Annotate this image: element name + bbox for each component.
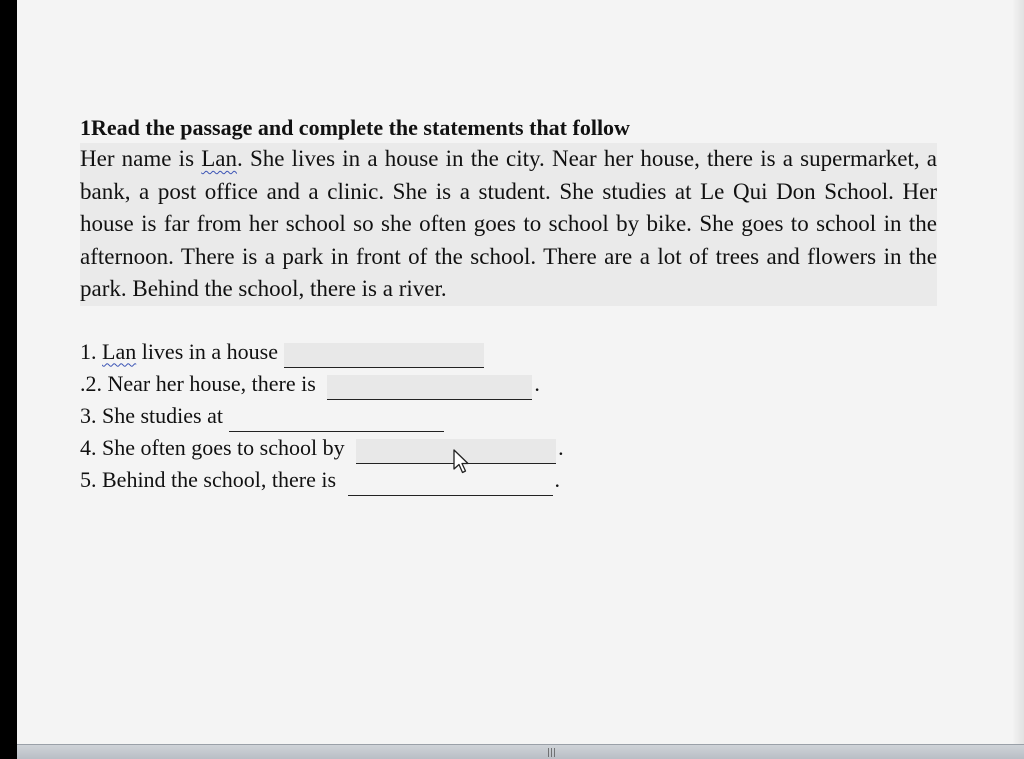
question-number: .2. [80, 370, 108, 396]
status-bar [17, 744, 1024, 759]
passage-text-start: Her name is [80, 146, 202, 171]
answer-blank[interactable] [229, 407, 444, 432]
passage-name: Lan [201, 146, 237, 171]
scroll-grip[interactable]: ||| [547, 748, 557, 758]
answer-blank[interactable] [284, 343, 484, 368]
reading-passage [80, 143, 937, 306]
answer-blank[interactable] [348, 471, 553, 496]
question-end: . [534, 370, 540, 396]
question-text: lives in a house [136, 338, 278, 364]
question-3 [80, 400, 937, 432]
passage-text-rest: . She lives in a house in the city. Near her house, there is a supermarket, a bank, a post office and a clinic. She is a student. She studies at Le Qui Don School. Her house is far from her school so she often goes to school by bike. She goes to school in the afternoon. There is a park in front of the school. There are a lot of trees and flowers in the park. Behind the school, there is a river. [80, 146, 937, 301]
question-5 [80, 464, 937, 496]
question-1 [80, 336, 937, 368]
question-name: Lan [102, 338, 137, 364]
exercise-heading: 1Read the passage and complete the statements that follow [80, 115, 630, 140]
question-text: She studies at [102, 402, 223, 428]
exercise-content [80, 113, 937, 496]
document-page [17, 0, 1024, 744]
arrow-pointer-icon [452, 449, 470, 475]
question-2 [80, 368, 937, 400]
question-number: 3. [80, 402, 102, 428]
question-list [80, 336, 937, 496]
question-end: . [554, 466, 561, 492]
question-end: . [558, 434, 564, 460]
question-text: She often goes to school by [102, 434, 351, 460]
answer-blank[interactable] [327, 375, 532, 400]
question-text: Behind the school, there is [102, 466, 342, 492]
question-number: 1. [80, 338, 102, 364]
question-4 [80, 432, 937, 464]
question-number: 4. [80, 434, 102, 460]
question-text: Near her house, there is [107, 370, 322, 396]
question-number: 5. [80, 466, 102, 492]
